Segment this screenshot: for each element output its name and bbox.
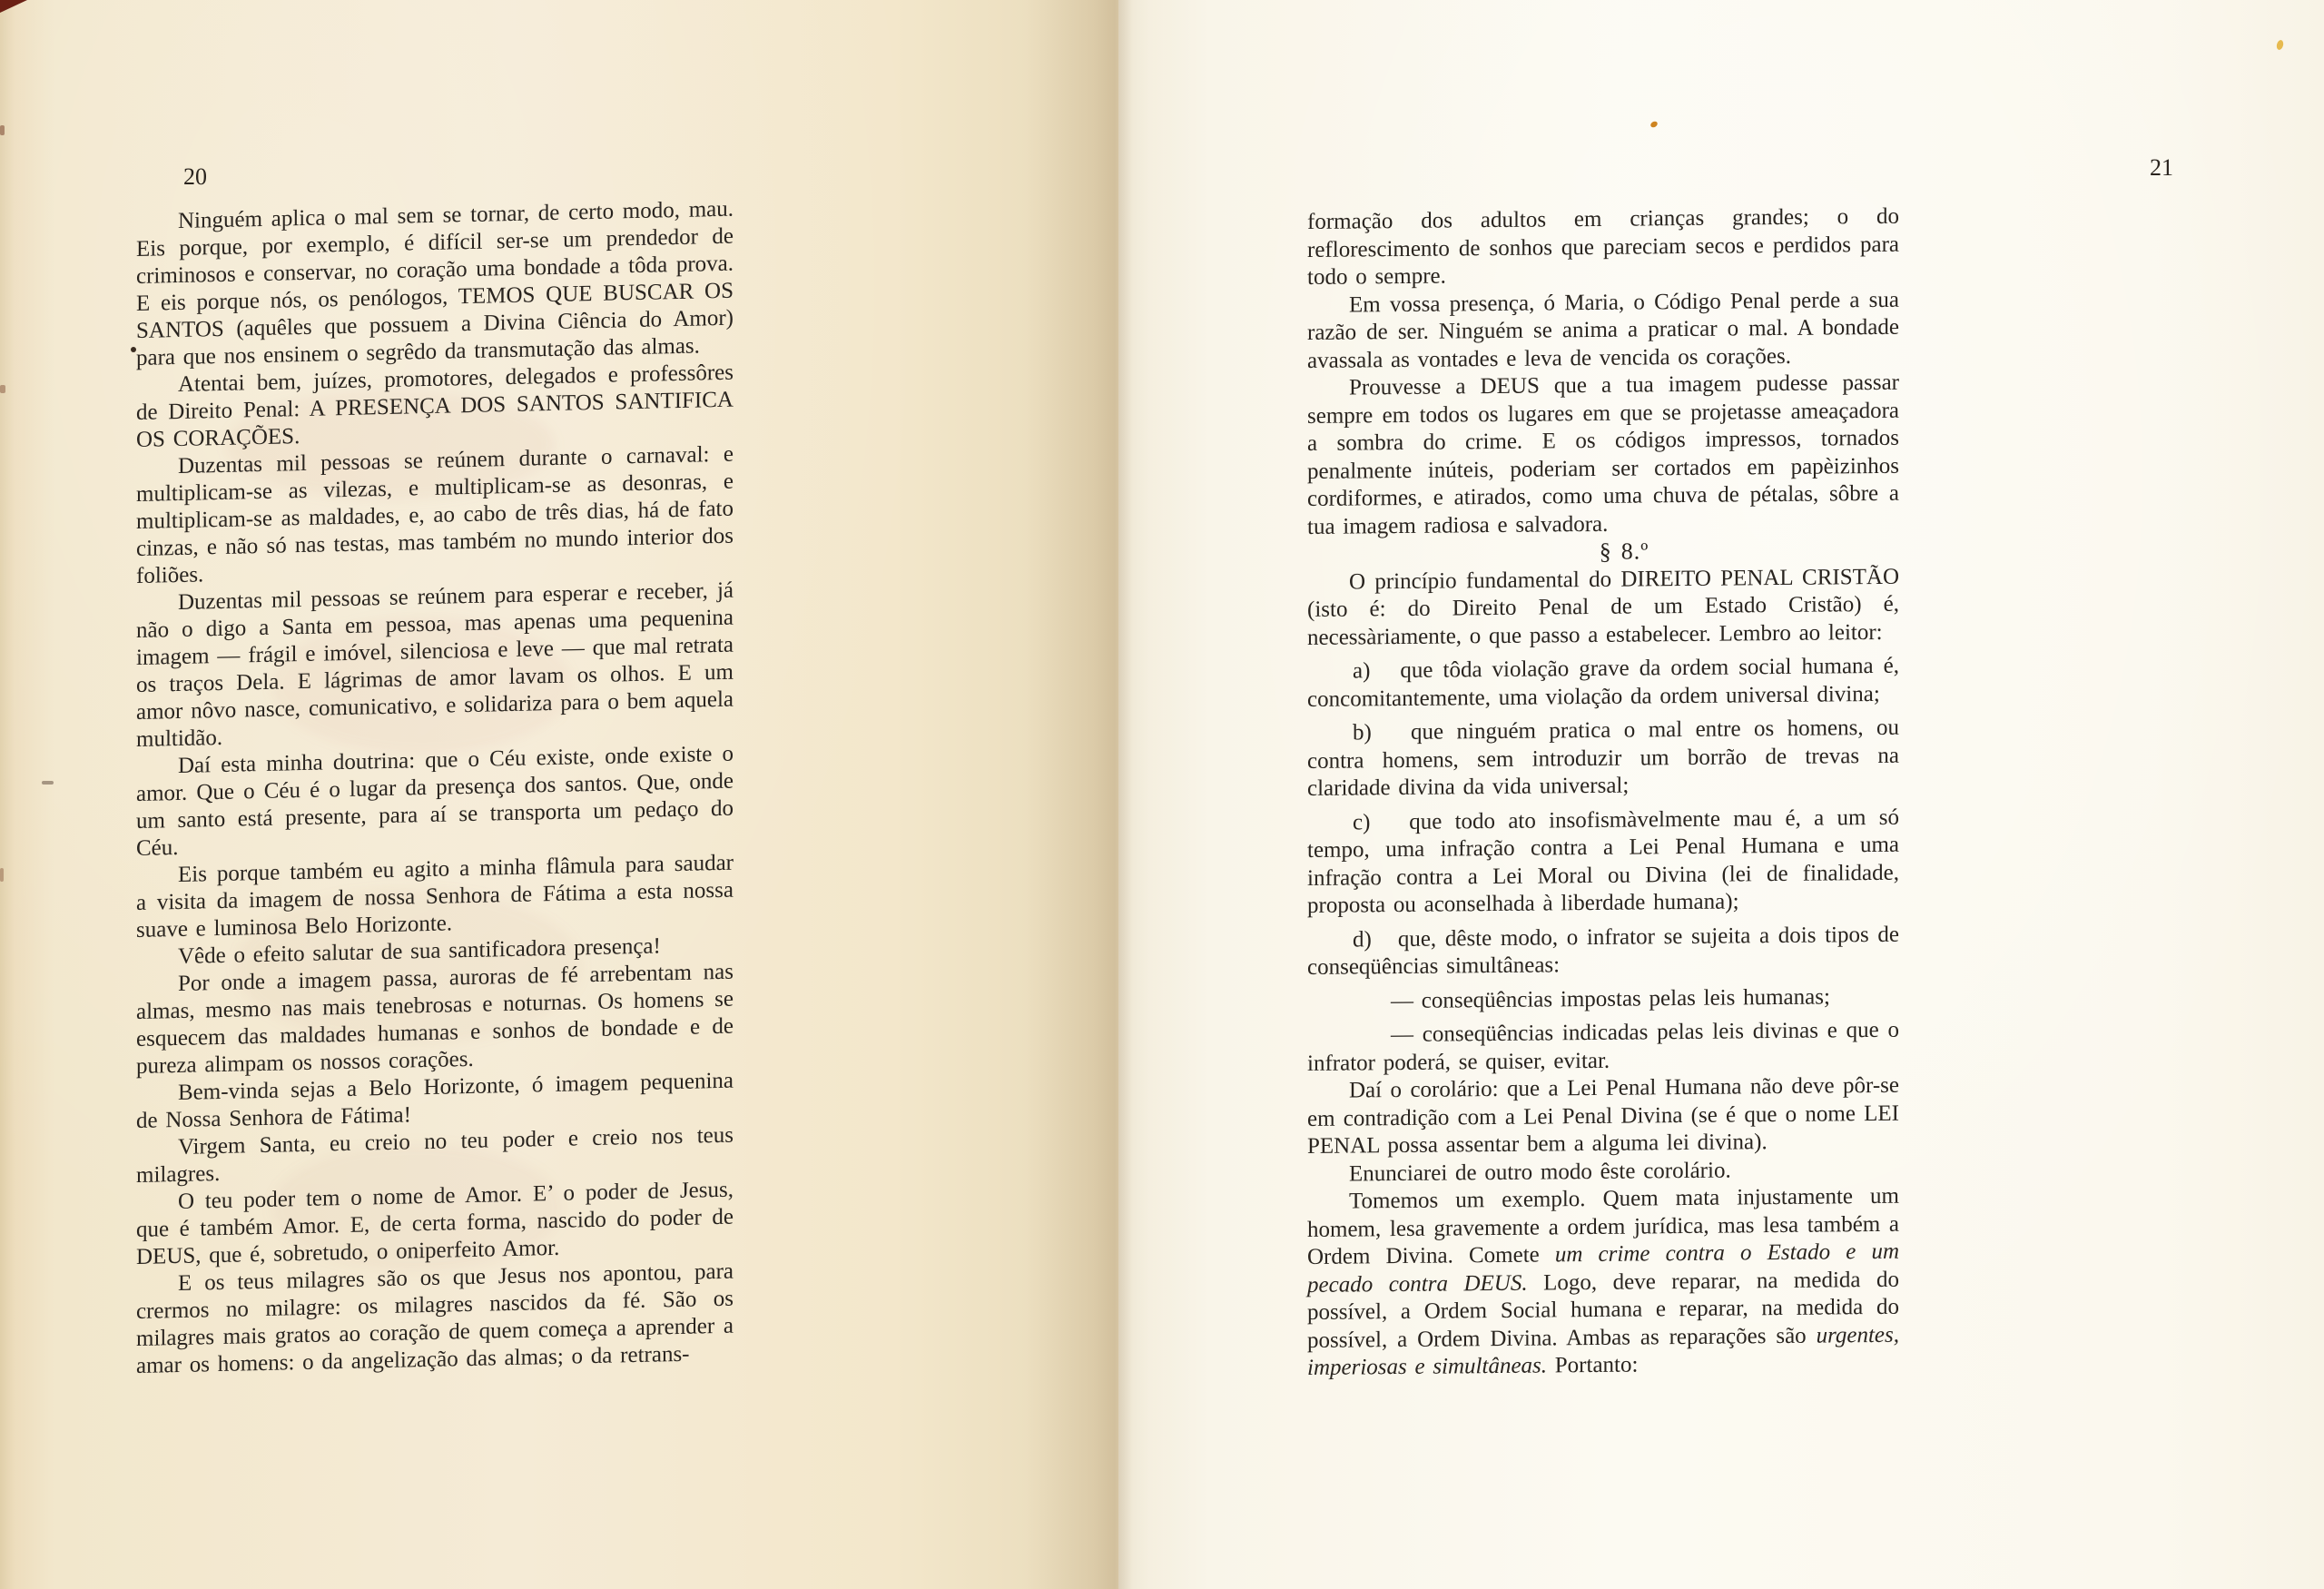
paragraph: formação dos adultos em crianças grandes; o do reflorescimento de sonhos que pareciam secos e perdidos para todo o sempre. [1307,203,1899,290]
lettered-item: d) que, dêste modo, o infrator se sujeita a dois tipos de conseqüências simultâneas: [1307,922,1899,980]
paragraph: Em vossa presença, ó Maria, o Código Penal perde a sua razão de ser. Ninguém se anima a praticar o mal. A bondade avassala as vontades e leva de vencida os corações. [1307,287,1899,373]
paragraph: Virgem Santa, eu creio no teu poder e creio nos teus milagres. [136,1122,734,1188]
paragraph: Daí o corolário: que a Lei Penal Humana não deve pôr-se em contradição com a Lei Penal Divina (se é que o nome LEI PENAL possa assentar bem a alguma lei divina). [1307,1072,1899,1159]
lettered-item: a) que tôda violação grave da ordem social humana é, concomitantemente, uma violação da ordem universal divina; [1307,653,1899,712]
lettered-item: c) que todo ato insofismàvelmente mau é, a um só tempo, uma infração contra a Lei Penal Humana e uma infração contra a Lei Moral ou Divina (lei de finalidade, proposta ou aconselhada à liberdade humana); [1307,804,1899,918]
left-page-text [136,196,734,1380]
example-paragraph [1307,1183,1899,1383]
lettered-item: b) que ninguém pratica o mal entre os homens, ou contra homens, sem introduzir um borrão de trevas na claridade divina da vida universal; [1307,715,1899,801]
section-heading: § 8.º [1599,538,1649,565]
paragraph: O teu poder tem o nome de Amor. E’ o poder de Jesus, que é também Amor. E, de certa forma, nascido do poder de DEUS, que é, sobretudo, o oniperfeito Amor. [136,1177,734,1269]
paragraph: Eis porque também eu agito a minha flâmula para saudar a visita da imagem de nossa Senhora de Fátima a esta nossa suave e luminosa Belo Horizonte. [136,850,734,943]
paragraph: Daí esta minha doutrina: que o Céu existe, onde existe o amor. Que o Céu é o lugar da presença dos santos. Que, onde um santo está presente, para aí se transporta um pedaço do Céu. [136,741,734,861]
paragraph: Enunciarei de outro modo êste corolário. [1349,1158,1731,1187]
paragraph: Ninguém aplica o mal sem se tornar, de certo modo, mau. Eis porque, por exemplo, é difícil ser-se um prendedor de criminosos e conservar, no coração uma bondade a tôda prova. E eis porque nós, os penólogos, TEMOS QUE BUSCAR OS SANTOS (aquêles que possuem a Divina Ciência do Amor) para que nos ensinem o segrêdo da transmutação das almas. [136,196,734,370]
text-run: Portanto: [1547,1352,1639,1378]
italic-run: urgentes, imperiosas e simultâneas. [1307,1322,1899,1380]
left-page [0,0,1118,1589]
italic-run: um crime contra o Estado e um pecado contra DEUS. [1307,1239,1899,1298]
right-page [1118,0,2324,1589]
right-page-number: 21 [2150,154,2173,181]
right-page-text [1307,203,1899,1383]
text-run: Logo, deve reparar, na medida do possível, a Ordem Social humana e reparar, na medida do possível, a Ordem Divina. Ambas as reparações são [1307,1267,1899,1353]
paragraph: Bem-vinda sejas a Belo Horizonte, ó imagem pequenina de Nossa Senhora de Fátima! [136,1068,734,1133]
paragraph: Prouvesse a DEUS que a tua imagem pudesse passar sempre em todos os lugares em que se projetasse ameaçadora a sombra do crime. E os códigos impressos, tornados penalmente inúteis, poderiam ser cortados em papèizinhos cordiformes, e atirados, como uma chuva de pétalas, sôbre a tua imagem radiosa e salvadora. [1307,370,1899,539]
paragraph: Por onde a imagem passa, auroras de fé arrebentam nas almas, mesmo nas mais tenebrosas e noturnas. Os homens se esquecem das maldades humanas e sonhos de bondade e de pureza alimpam os nossos corações. [136,959,734,1079]
paragraph: E os teus milagres são os que Jesus nos apontou, para crermos no milagre: os milagres nascidos da fé. São os milagres mais gratos ao coração de quem começa a aprender a amar os homens: o da angelização das almas; o da retrans- [136,1258,734,1378]
left-page-number: 20 [183,163,207,190]
paragraph: Vêde o efeito salutar de sua santificadora presença! [178,933,661,969]
paragraph: O princípio fundamental do DIREITO PENAL CRISTÃO (isto é: do Direito Penal de um Estado Cristão) é, necessàriamente, o que passo a estabelecer. Lembro ao leitor: [1307,564,1899,650]
dash-item: — conseqüências impostas pelas leis humanas; [1391,983,1830,1013]
paragraph: Duzentas mil pessoas se reúnem durante o carnaval: e multiplicam-se as vilezas, e multiplicam-se as desonras, e multiplicam-se as maldades, e, ao cabo de três dias, há de fato cinzas, e não só nas testas, mas também no mundo interior dos foliões. [136,441,734,588]
text-run: Tomemos um exemplo. Quem mata injustamente um homem, lesa gravemente a ordem jurídica, mas lesa também a Ordem Divina. Comete [1307,1183,1899,1269]
paragraph: Duzentas mil pessoas se reúnem para esperar e receber, já não o digo a Santa em pessoa, mas apenas uma pequenina imagem — frágil e imóvel, silenciosa e leve — que mal retrata os traços Dela. E lágrimas de amor lavam os olhos. E um amor nôvo nasce, comunicativo, e solidariza para o bem aquela multidão. [136,577,734,752]
paragraph: Atentai bem, juízes, promotores, delegados e professôres de Direito Penal: A PRESENÇA DOS SANTOS SANTIFICA OS CORAÇÕES. [136,360,734,452]
dash-item: — conseqüências indicadas pelas leis divinas e que o infrator poderá, se quiser, evitar. [1307,1017,1899,1076]
